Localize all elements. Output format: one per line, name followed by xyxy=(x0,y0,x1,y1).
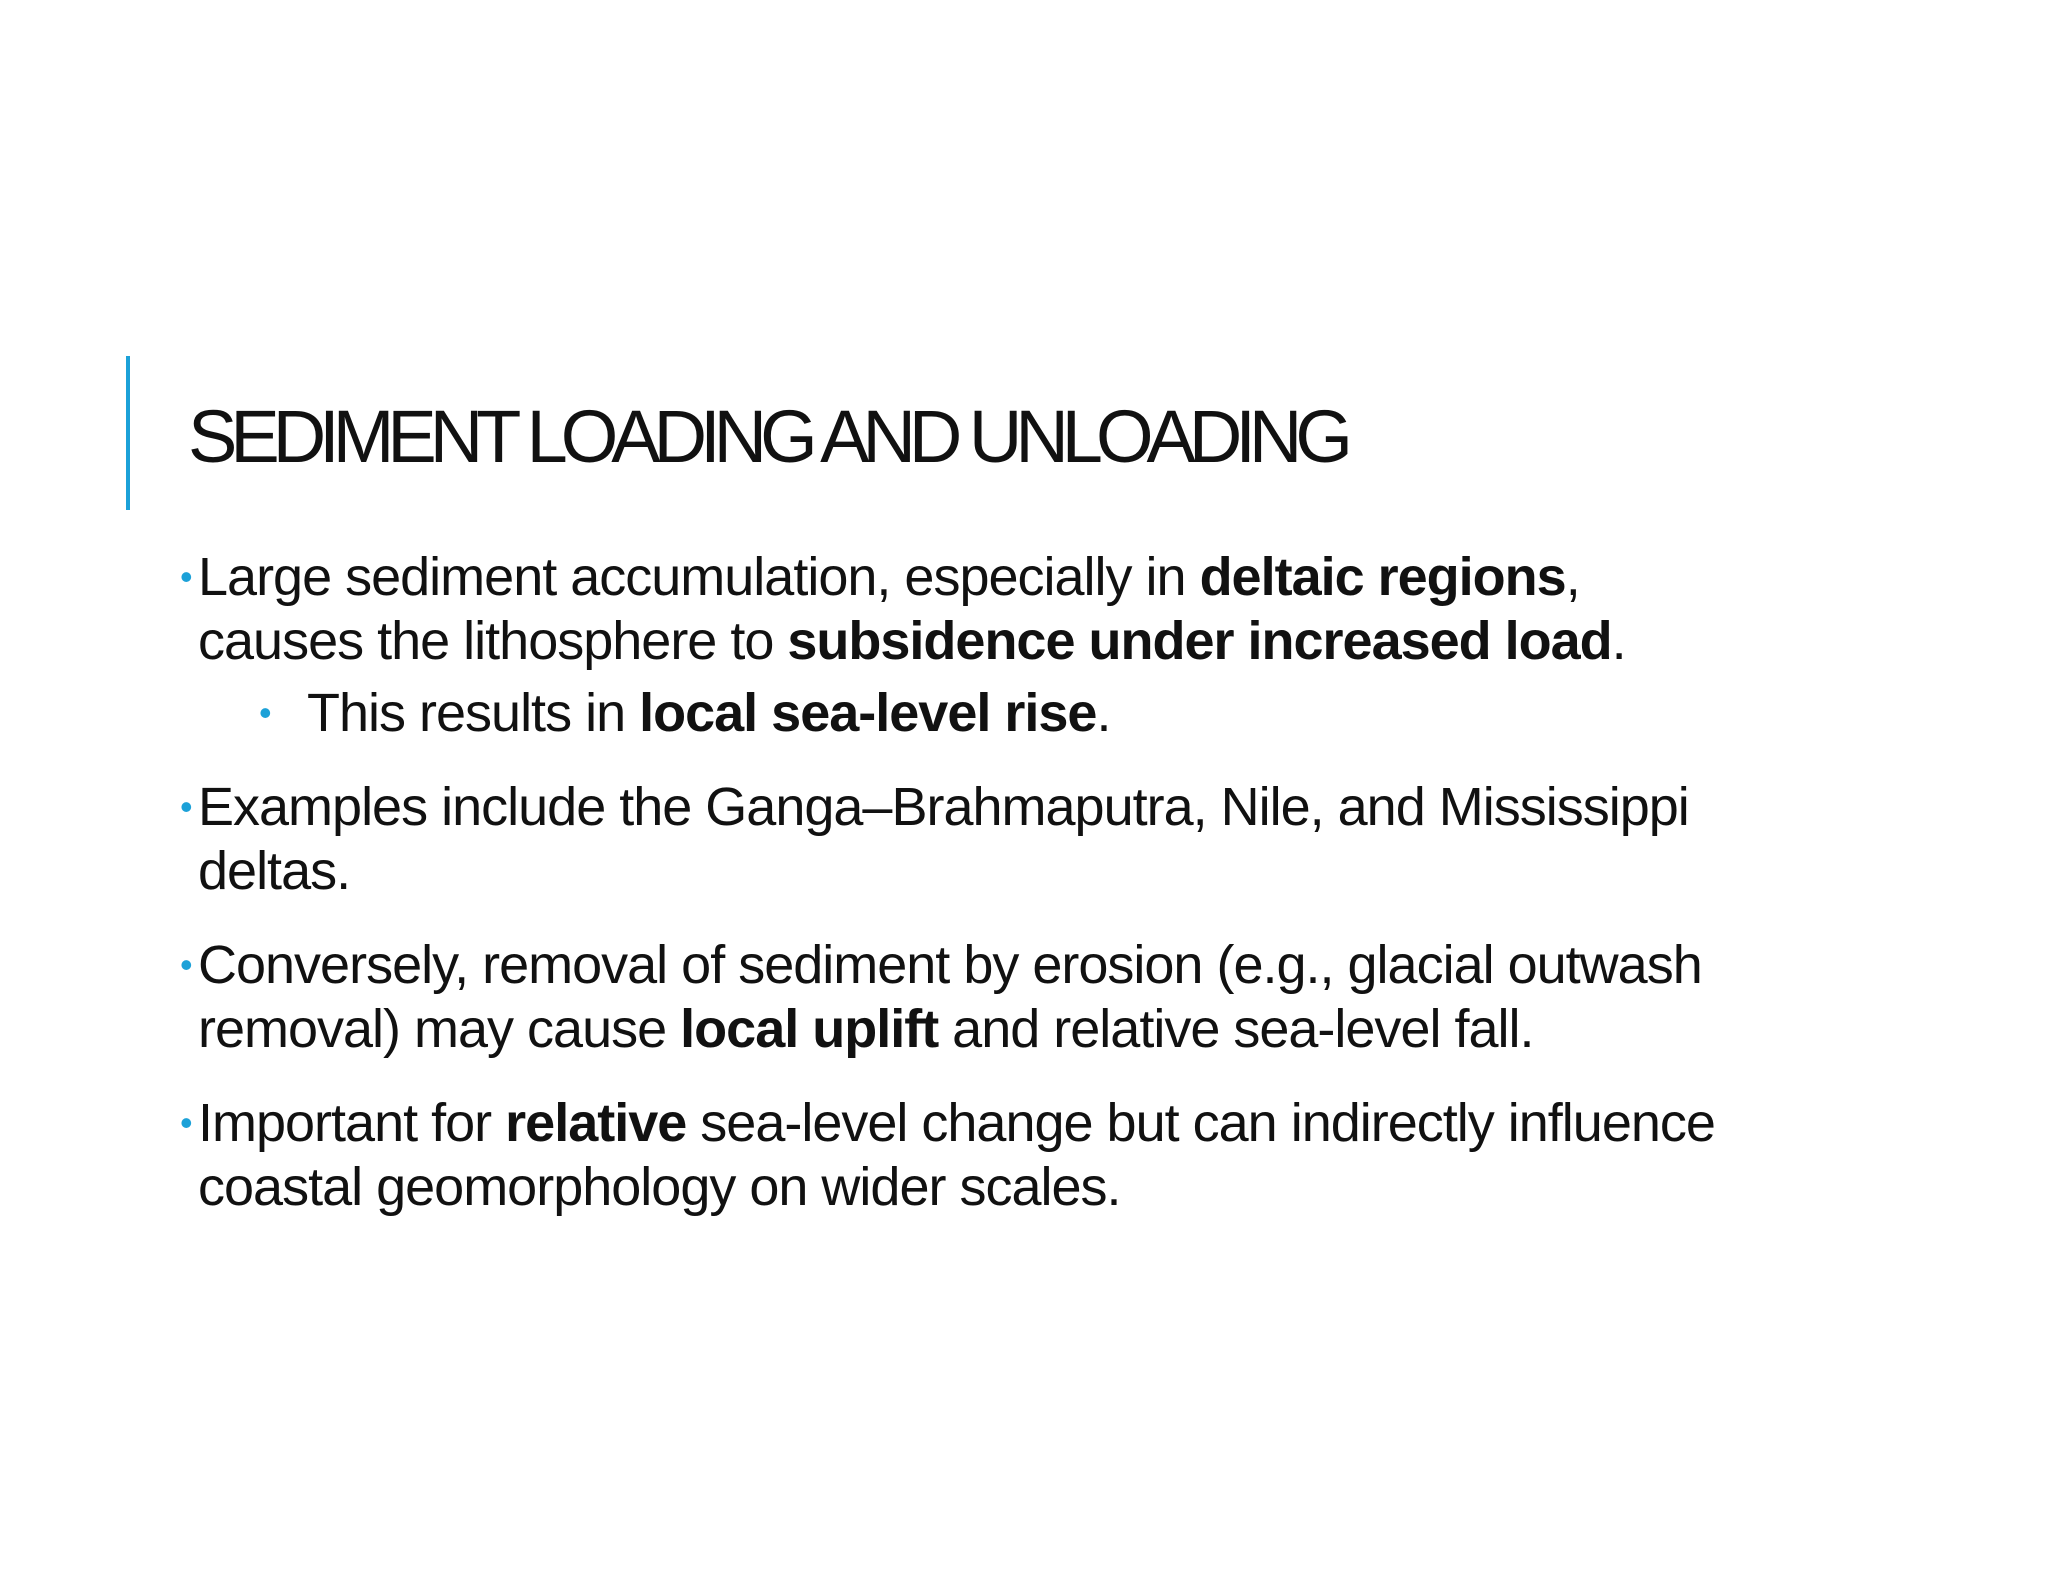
bullet-item xyxy=(180,775,1740,903)
bullet-icon: • xyxy=(180,556,192,597)
bold-term: relative xyxy=(505,1093,687,1153)
bullet-text: Examples include the Ganga–Brahmaputra, Nile, and Mississippi deltas. xyxy=(198,777,1689,901)
slide-body xyxy=(180,545,1740,1219)
sub-bullet-item xyxy=(180,681,1740,745)
bullet-text: Large sediment accumulation, especially in deltaic regions, causes the lithosphere to subsidence under increased load. xyxy=(198,547,1626,671)
slide-title: SEDIMENT LOADING AND UNLOADING xyxy=(188,395,1346,478)
bullet-text: This results in local sea-level rise. xyxy=(307,683,1111,743)
bullet-text: Conversely, removal of sediment by erosion (e.g., glacial outwash removal) may cause local uplift and relative sea-level fall. xyxy=(198,935,1702,1059)
bold-term: local uplift xyxy=(680,999,939,1059)
bullet-icon: • xyxy=(259,692,271,733)
bullet-icon: • xyxy=(180,944,192,985)
bullet-icon: • xyxy=(180,1102,192,1143)
bold-term: local sea-level rise xyxy=(639,683,1097,743)
bold-term: subsidence under increased load xyxy=(787,611,1612,671)
bullet-icon: • xyxy=(180,786,192,827)
bullet-item xyxy=(180,933,1740,1061)
bold-term: deltaic regions xyxy=(1199,547,1566,607)
bullet-text: Important for relative sea-level change but can indirectly influence coastal geomorphology on wider scales. xyxy=(198,1093,1715,1217)
bullet-item xyxy=(180,1091,1740,1219)
bullet-item xyxy=(180,545,1740,673)
title-accent-bar xyxy=(126,356,130,510)
